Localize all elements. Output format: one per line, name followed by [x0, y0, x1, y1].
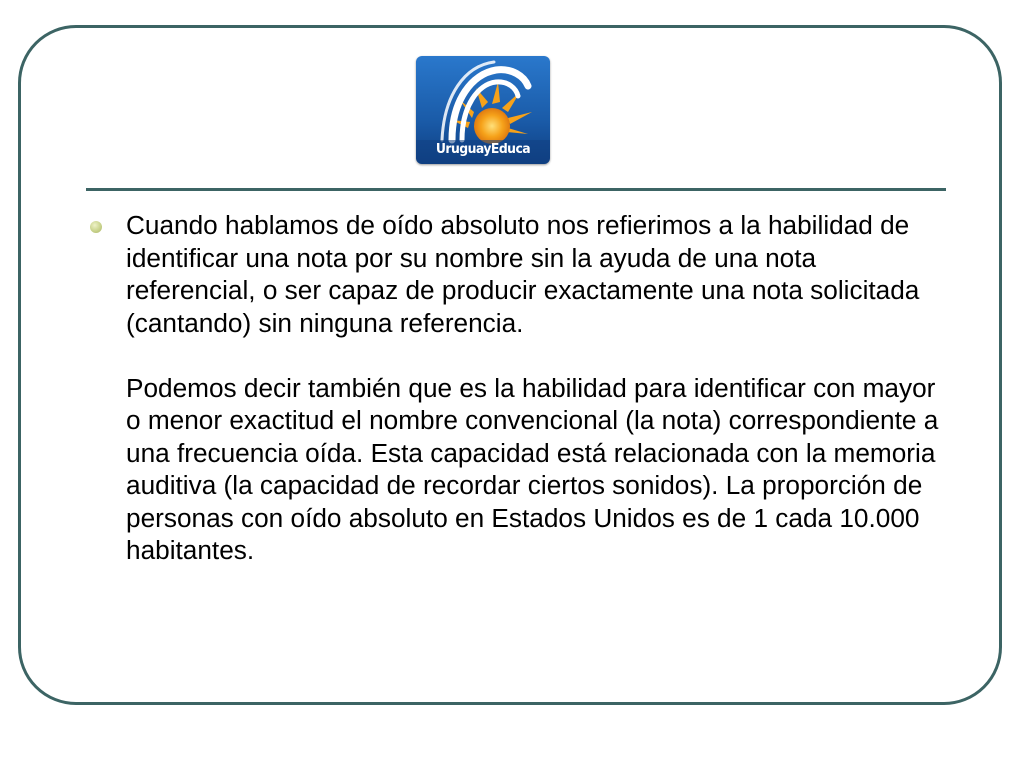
- bullet-icon: [90, 221, 102, 233]
- sun-icon: [474, 108, 510, 144]
- logo-text: UruguayEduca: [435, 141, 531, 157]
- slide-content: [90, 209, 950, 567]
- paragraph-1: Cuando hablamos de oído absoluto nos refierimos a la habilidad de identificar una nota por su nombre sin la ayuda de una nota referencial, o ser capaz de producir exactamente una nota solicitada (cantando) sin ninguna referencia.: [126, 210, 920, 338]
- divider-rule: [86, 188, 946, 191]
- paragraph-2: Podemos decir también que es la habilidad para identificar con mayor o menor exactitud el nombre convencional (la nota) correspondiente a una frecuencia oída. Esta capacidad está relacionada con la memoria auditiva (la capacidad de recordar ciertos sonidos). La proporción de personas con oído absoluto en Estados Unidos es de 1 cada 10.000 habitantes.: [126, 372, 939, 565]
- bullet-text: [126, 209, 950, 567]
- uruguayeduca-logo: [416, 56, 550, 164]
